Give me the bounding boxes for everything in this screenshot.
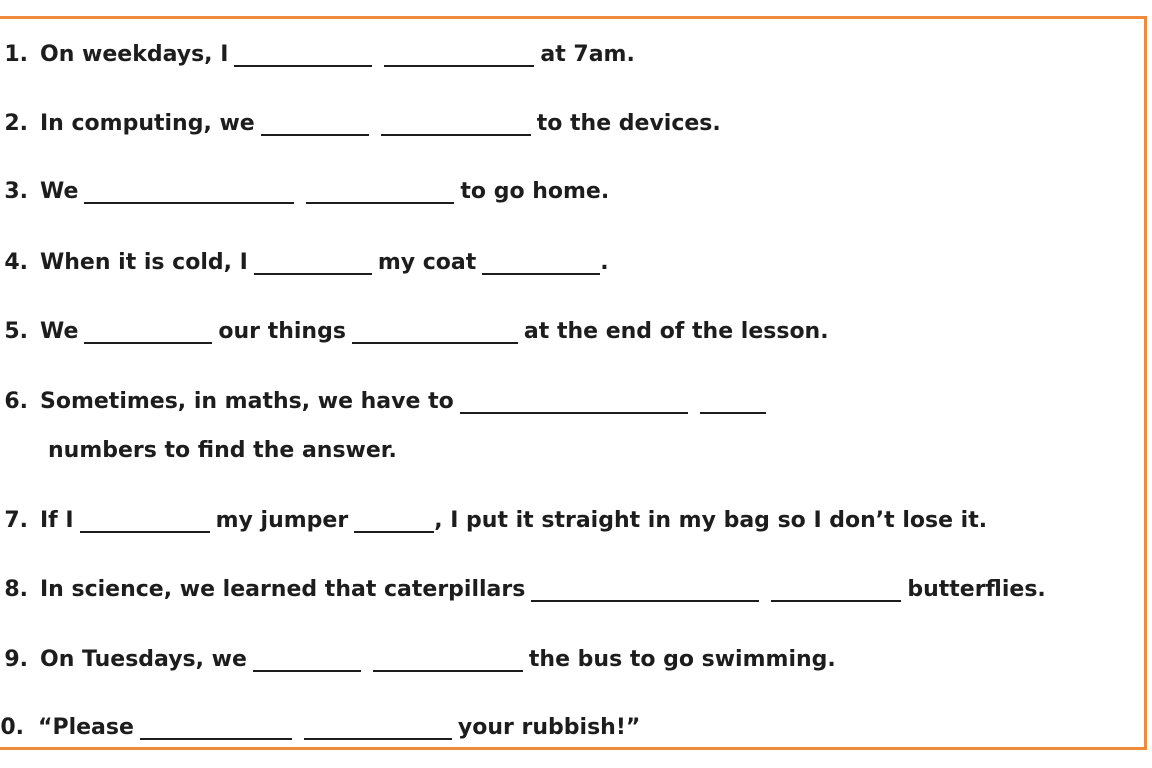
question-text: In computing, we [40,111,255,136]
question-text: Sometimes, in maths, we have to [40,389,454,414]
question-text: On Tuesdays, we [40,647,247,672]
answer-blank[interactable] [234,43,372,67]
question-text: When it is cold, I [40,250,248,275]
question-number: 5. [4,319,28,344]
answer-blank[interactable] [261,112,369,136]
answer-blank[interactable] [253,648,361,672]
question-text: In science, we learned that caterpillars [40,577,526,602]
question-text: numbers to find the answer. [48,438,397,463]
answer-blank[interactable] [373,648,523,672]
question-number: 3. [4,179,28,204]
question-text: . [600,250,609,275]
answer-blank[interactable] [384,43,534,67]
answer-blank[interactable] [460,390,688,414]
question-number: 7. [4,508,28,533]
question-1 [0,30,635,70]
answer-blank[interactable] [306,180,454,204]
answer-blank[interactable] [700,390,766,414]
question-4 [0,238,609,278]
answer-blank[interactable] [140,716,292,740]
question-6-continuation [0,426,397,466]
question-10 [0,703,640,743]
answer-blank[interactable] [771,578,901,602]
question-number: 4. [4,250,28,275]
answer-blank[interactable] [84,180,294,204]
question-text: to go home. [460,179,610,204]
question-text: your rubbish!” [457,715,641,740]
question-number: 2. [4,111,28,136]
question-3 [0,167,609,207]
question-number: 9. [4,647,28,672]
answer-blank[interactable] [381,112,531,136]
question-5 [0,307,829,347]
question-2 [0,99,721,139]
question-text: We [40,179,79,204]
question-text: If I [40,508,74,533]
question-number: 8. [4,577,28,602]
question-number: 1. [4,42,28,67]
question-number: 6. [4,389,28,414]
answer-blank[interactable] [80,509,210,533]
answer-blank[interactable] [482,251,600,275]
question-text: my jumper [215,508,349,533]
question-7 [0,496,987,536]
question-text: at the end of the lesson. [523,319,829,344]
question-9 [0,635,836,675]
question-text: butterflies. [907,577,1046,602]
answer-blank[interactable] [352,320,518,344]
question-text: , I put it straight in my bag so I don’t lose it. [434,508,988,533]
question-text: “Please [38,715,134,740]
answer-blank[interactable] [531,578,759,602]
answer-blank[interactable] [254,251,372,275]
answer-blank[interactable] [84,320,212,344]
question-text: at 7am. [540,42,635,67]
question-text: the bus to go swimming. [528,647,836,672]
question-6 [0,377,772,417]
answer-blank[interactable] [354,509,434,533]
question-text: On weekdays, I [40,42,229,67]
question-number: 0. [0,715,24,740]
answer-blank[interactable] [304,716,452,740]
question-8 [0,565,1046,605]
question-text: our things [218,319,346,344]
question-text: We [40,319,79,344]
question-text: my coat [377,250,477,275]
question-text: to the devices. [536,111,721,136]
